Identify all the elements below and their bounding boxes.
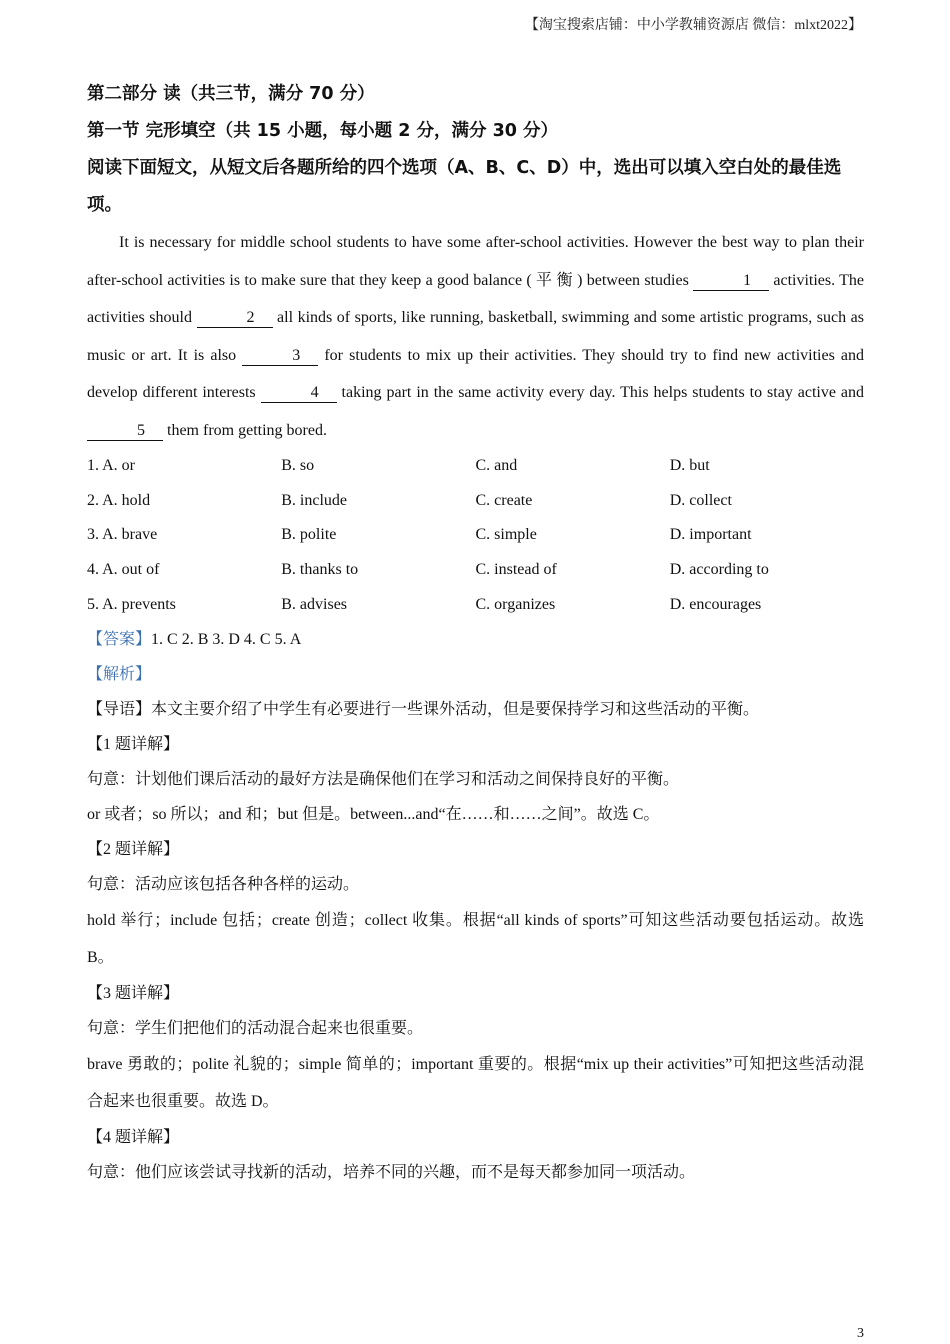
page-number: 3 [857, 1326, 864, 1341]
option-row-1 [87, 449, 864, 484]
option-c: C. create [475, 491, 533, 509]
q3-meaning: 句意：学生们把他们的活动混合起来也很重要。 [87, 1020, 424, 1038]
option-d: D. encourages [669, 595, 762, 613]
option-c: C. simple [475, 526, 537, 544]
q1-title: 【1 题详解】 [87, 736, 180, 754]
option-d: D. important [669, 526, 752, 544]
passage-text: for students to mix up their activities. They should try to find new activities and develop different interests [87, 346, 864, 401]
cloze-passage [87, 224, 864, 449]
q2-explain: hold 举行；include 包括；create 创造；collect 收集。根据“all kinds of sports”可知这些活动要包括运动。故选 B。 [87, 912, 864, 967]
option-a: 4. A. out of [87, 561, 160, 579]
header-shop-text: 【淘宝搜索店铺：中小学教辅资源店 微信：mlxt2022】 [524, 18, 862, 33]
analysis-label: 【解析】 [87, 666, 152, 684]
blank-5: 5 [87, 422, 163, 441]
option-d: D. according to [669, 561, 769, 579]
option-b: B. advises [281, 595, 348, 613]
option-row-3 [87, 518, 864, 553]
instruction-heading: 阅读下面短文，从短文后各题所给的四个选项（A、B、C、D）中，选出可以填入空白处的最佳选项。 [87, 158, 842, 215]
option-a: 3. A. brave [87, 526, 158, 544]
blank-2: 2 [197, 309, 273, 328]
q4-title: 【4 题详解】 [87, 1129, 180, 1147]
guide-text: 【导语】本文主要介绍了中学生有必要进行一些课外活动，但是要保持学习和这些活动的平衡。 [87, 701, 760, 719]
option-a: 2. A. hold [87, 491, 151, 509]
option-b: B. thanks to [281, 561, 359, 579]
option-c: C. and [475, 457, 518, 474]
options-list [87, 449, 864, 622]
q2-meaning: 句意：活动应该包括各种各样的运动。 [87, 876, 360, 894]
option-b: B. polite [281, 526, 337, 544]
q4-meaning: 句意：他们应该尝试寻找新的活动，培养不同的兴趣，而不是每天都参加同一项活动。 [87, 1164, 696, 1182]
q1-explain: or 或者；so 所以；and 和；but 但是。between...and“在……和……之间”。故选 C。 [87, 806, 660, 824]
document-body [87, 76, 864, 1190]
answer-text: 1. C 2. B 3. D 4. C 5. A [151, 631, 302, 649]
option-b: B. include [281, 491, 348, 509]
passage-text: all kinds of sports, like running, basketball, swimming and some artistic programs, such as music or art. It is also [87, 309, 864, 364]
option-d: D. but [669, 457, 710, 474]
blank-3: 3 [242, 347, 318, 366]
passage-text: taking part in the same activity every day. This helps students to stay active and [336, 384, 865, 401]
option-a: 5. A. prevents [87, 595, 176, 613]
option-c: C. organizes [475, 595, 556, 613]
blank-1: 1 [693, 272, 769, 291]
option-a: 1. A. or [87, 457, 135, 474]
answer-line [87, 622, 864, 657]
option-row-5 [87, 588, 864, 623]
option-d: D. collect [669, 491, 732, 509]
q2-title: 【2 题详解】 [87, 841, 180, 859]
section-heading: 第一节 完形填空（共 15 小题，每小题 2 分，满分 30 分） [87, 121, 559, 141]
q3-explain: brave 勇敢的；polite 礼貌的；simple 简单的；important 重要的。根据“mix up their activities”可知把这些活动混合起来也很重要。故选 D。 [87, 1056, 864, 1111]
option-row-4 [87, 553, 864, 588]
passage-text: them from getting bored. [163, 421, 327, 439]
q1-meaning: 句意：计划他们课后活动的最好方法是确保他们在学习和活动之间保持良好的平衡。 [87, 771, 680, 789]
option-row-2 [87, 484, 864, 519]
option-b: B. so [281, 457, 315, 474]
blank-4: 4 [261, 384, 337, 403]
passage-text: It is necessary for middle school students to have some after-school activities. However the best way to plan their after-school activities is to make sure that they keep a good balance ( 平 衡 ) between studies [87, 234, 864, 289]
part-heading: 第二部分 读（共三节，满分 70 分） [87, 84, 375, 104]
passage-text: activities. The activities should [87, 271, 864, 326]
option-c: C. instead of [475, 561, 557, 579]
answer-label: 【答案】 [87, 631, 152, 649]
q3-title: 【3 题详解】 [87, 985, 180, 1003]
